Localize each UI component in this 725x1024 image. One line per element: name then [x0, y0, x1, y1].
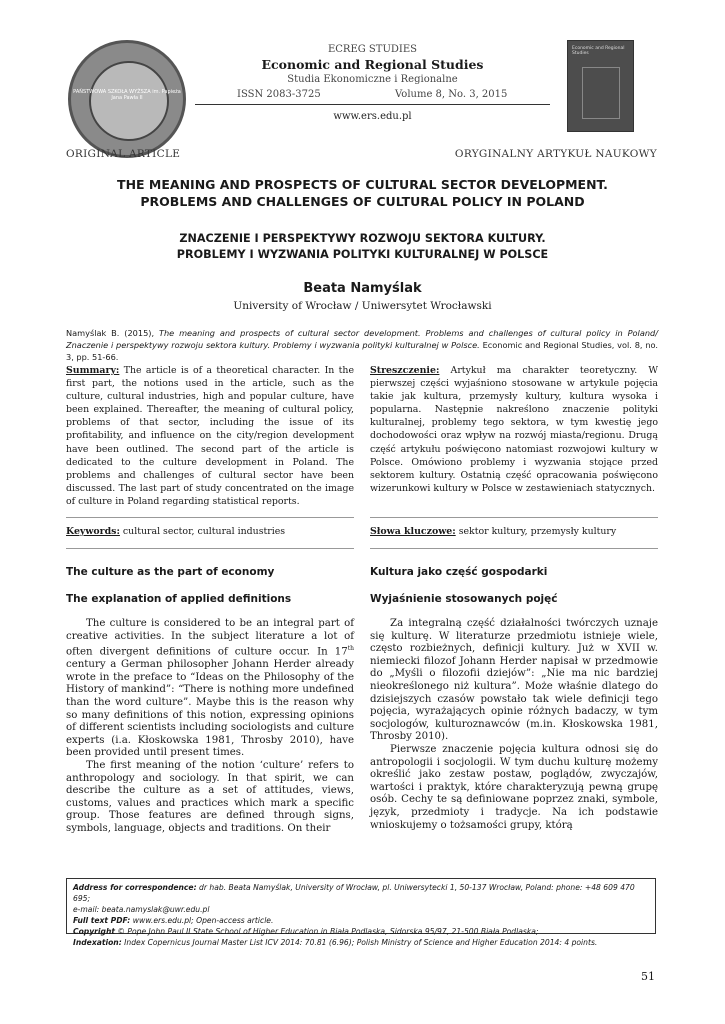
keywords-rule-pl — [370, 517, 658, 518]
body-rule-pl — [370, 548, 658, 549]
address-text: dr hab. Beata Namyślak, University of Wrocław, pl. Uniwersytecki 1, 50-137 Wrocław, Poland: phone: +48 609 470 695; — [73, 883, 635, 903]
issn: ISSN 2083-3725 — [237, 89, 321, 100]
title-en-line1: THE MEANING AND PROSPECTS OF CULTURAL SECTOR DEVELOPMENT. — [117, 177, 608, 192]
seal-text: PAŃSTWOWA SZKOŁA WYŻSZA im. Papieża Jana Pawła II — [73, 89, 181, 101]
title-pl-line2: PROBLEMY I WYZWANIA POLITYKI KULTURALNEJ W POLSCE — [176, 248, 549, 261]
section-heading-en: The culture as the part of economy — [66, 566, 275, 578]
keywords-en-label: Keywords: — [66, 526, 120, 537]
keywords-rule-en — [66, 517, 354, 518]
body-en-p1-end: century a German philosopher Johann Herder already wrote in the preface to “Ideas on the Philosophy of the History of mankind”: “There is nothing more undefined than the word culture”. Maybe this is the reason why so many definitions of this notion, expressing opinions of different scientists including sociologists and culture experts (i.a. Kłoskowska 1981, Throsby 2010), have been provided until present times. — [66, 659, 354, 759]
subsection-heading-pl: Wyjaśnienie stosowanych pojęć — [370, 593, 558, 605]
abstract-pl-label: Streszczenie: — [370, 365, 440, 376]
section-heading-pl: Kultura jako część gospodarki — [370, 566, 548, 578]
author-affiliation: University of Wrocław / Uniwersytet Wrocławski — [233, 300, 492, 312]
keywords-pl-label: Słowa kluczowe: — [370, 526, 456, 537]
abstract-pl-text: Artykuł ma charakter teoretyczny. W pierwszej części wyjaśniono stosowane w artykule pojęcia takie jak kultura, przemysły kultury, kultura wysoka i popularna. Następnie nakreślono znaczenie polityki kulturalnej, problemy tego sektora, w tym kwestię jego dochodowości oraz wpływ na rozwój miasta/regionu. Drugą część artykułu poświęcono natomiast rozwojowi kultury w Polsce. Omówiono problemy i wyzwania stojące przed sektorem kultury. Ostatnią część opracowania poświęcono wizerunkowi kultury w Polsce w zestawieniach statycznych. — [370, 365, 658, 494]
body-pl-paragraph-1: Za integralną część działalności twórczych uznaje się kulturę. W literaturze przedmiotu istnieje wiele, często rozbieżnych, definicji kultury. Już w XVII w. niemiecki filozof Johann Herder napisał w przedmowie do „Myśli o filozofii dziejów”: „Nie ma nic bardziej nieokreślonego niż kultura”. Może właśnie dlatego do dzisiejszych czasów powstało tak wiele definicji tego pojęcia, wyrażających opinie różnych badaczy, w tym socjologów, kulturoznawców (m.in. Kłoskowska 1981, Throsby 2010). — [370, 618, 658, 743]
indexation-text: Index Copernicus Journal Master List ICV 2014: 70.81 (6.96); Polish Ministry of Science and Higher Education 2014: 4 points. — [124, 938, 598, 947]
address-line — [73, 882, 649, 904]
abstract-en-label: Summary: — [66, 365, 120, 376]
superscript: th — [347, 645, 354, 653]
citation-prefix: Namyślak B. (2015), — [66, 328, 155, 338]
article-type-en: ORIGINAL ARTICLE — [66, 148, 181, 160]
body-pl-paragraph-2: Pierwsze znaczenie pojęcia kultura odnosi się do antropologii i socjologii. W tym duchu kulturę możemy określić jako zestaw postaw, poglądów, zwyczajów, wartości i praktyk, które charakteryzują pewną grupę osób. Cechy te są definiowane poprzez znaki, symbole, język, przedmioty i tradycje. Na ich podstawie wnioskujemy o tożsamości grupy, którą — [370, 743, 658, 831]
keywords-pl — [370, 526, 658, 537]
citation-title: The meaning and prospects of cultural sector development. Problems and challenges of cultural policy in Poland/ Znaczenie i perspektywy rozwoju sektora kultury. Problemy i wyzwania polityki kulturalnej w Polsce. — [66, 328, 658, 350]
article-type-pl: ORYGINALNY ARTYKUŁ NAUKOWY — [454, 148, 657, 160]
journal-cover-image — [567, 40, 634, 132]
seal-emblem — [89, 61, 169, 141]
body-en-paragraph-2: The first meaning of the notion ‘culture’ refers to anthropology and sociology. In that spirit, we can describe the culture as a set of attitudes, views, customs, values and practices which mark a specific group. Those features are defined through signs, symbols, language, objects and traditions. On their — [66, 759, 354, 834]
author-name: Beata Namyślak — [303, 281, 422, 296]
body-en-p1-start: The culture is considered to be an integral part of creative activities. In the subject literature a lot of often divergent definitions of culture occur. In 17 — [66, 618, 354, 658]
fulltext-line — [73, 915, 649, 926]
body-en-paragraph-1 — [66, 618, 354, 760]
keywords-en-text: cultural sector, cultural industries — [122, 526, 286, 537]
fulltext-label: Full text PDF: — [73, 916, 131, 925]
cover-title: Economic and Regional Studies — [572, 46, 625, 56]
title-pl — [40, 231, 685, 263]
indexation-line — [73, 937, 649, 948]
series-name: ECREG STUDIES — [327, 44, 417, 55]
body-en — [66, 618, 354, 835]
email-line[interactable]: e-mail: beata.namyslak@uwr.edu.pl — [73, 905, 210, 914]
citation — [66, 327, 658, 363]
journal-title: Economic and Regional Studies — [261, 57, 484, 72]
keywords-en — [66, 526, 354, 537]
copyright-line — [73, 926, 649, 937]
abstract-pl — [370, 364, 658, 495]
title-en — [40, 176, 685, 210]
indexation-label: Indexation: — [73, 938, 122, 947]
body-rule-en — [66, 548, 354, 549]
citation-source: Economic and Regional Studies, vol. 8, no. 3, pp. 51-66. — [66, 340, 658, 362]
journal-url[interactable]: www.ers.edu.pl — [333, 111, 412, 122]
subsection-heading-en: The explanation of applied definitions — [66, 593, 292, 605]
keywords-pl-text: sektor kultury, przemysły kultury — [458, 526, 617, 537]
fulltext-text[interactable]: www.ers.edu.pl; Open-access article. — [132, 916, 274, 925]
copyright-label: Copyright — [73, 927, 115, 936]
copyright-text: © Pope John Paul II State School of Higher Education in Biała Podlaska, Sidorska 95/97, 21-500 Biała Podlaska; — [117, 927, 539, 936]
header-rule — [195, 104, 550, 105]
title-en-line2: PROBLEMS AND CHALLENGES OF CULTURAL POLICY IN POLAND — [140, 194, 585, 209]
university-seal-logo — [68, 40, 186, 158]
body-pl — [370, 618, 658, 832]
address-label: Address for correspondence: — [73, 883, 197, 892]
volume-info: Volume 8, No. 3, 2015 — [395, 89, 508, 100]
abstract-en-text: The article is of a theoretical character. In the first part, the notions used in the article, such as the culture, cultural industries, high and popular culture, have been explained. Thereafter, the meaning of cultural policy, problems of that sector, including the issue of its profitability, and influence on the city/region development have been outlined. The second part of the article is dedicated to the culture development in Poland. The problems and challenges of cultural sector have been discussed. The last part of study concentrated on the image of culture in Poland regarding statistical reports. — [66, 365, 355, 507]
correspondence-box — [66, 878, 656, 947]
abstract-en — [66, 364, 354, 508]
title-pl-line1: ZNACZENIE I PERSPEKTYWY ROZWOJU SEKTORA KULTURY. — [179, 232, 546, 245]
journal-title-pl: Studia Ekonomiczne i Regionalne — [287, 74, 458, 85]
cover-frame — [582, 67, 620, 119]
page-number: 51 — [641, 970, 655, 983]
